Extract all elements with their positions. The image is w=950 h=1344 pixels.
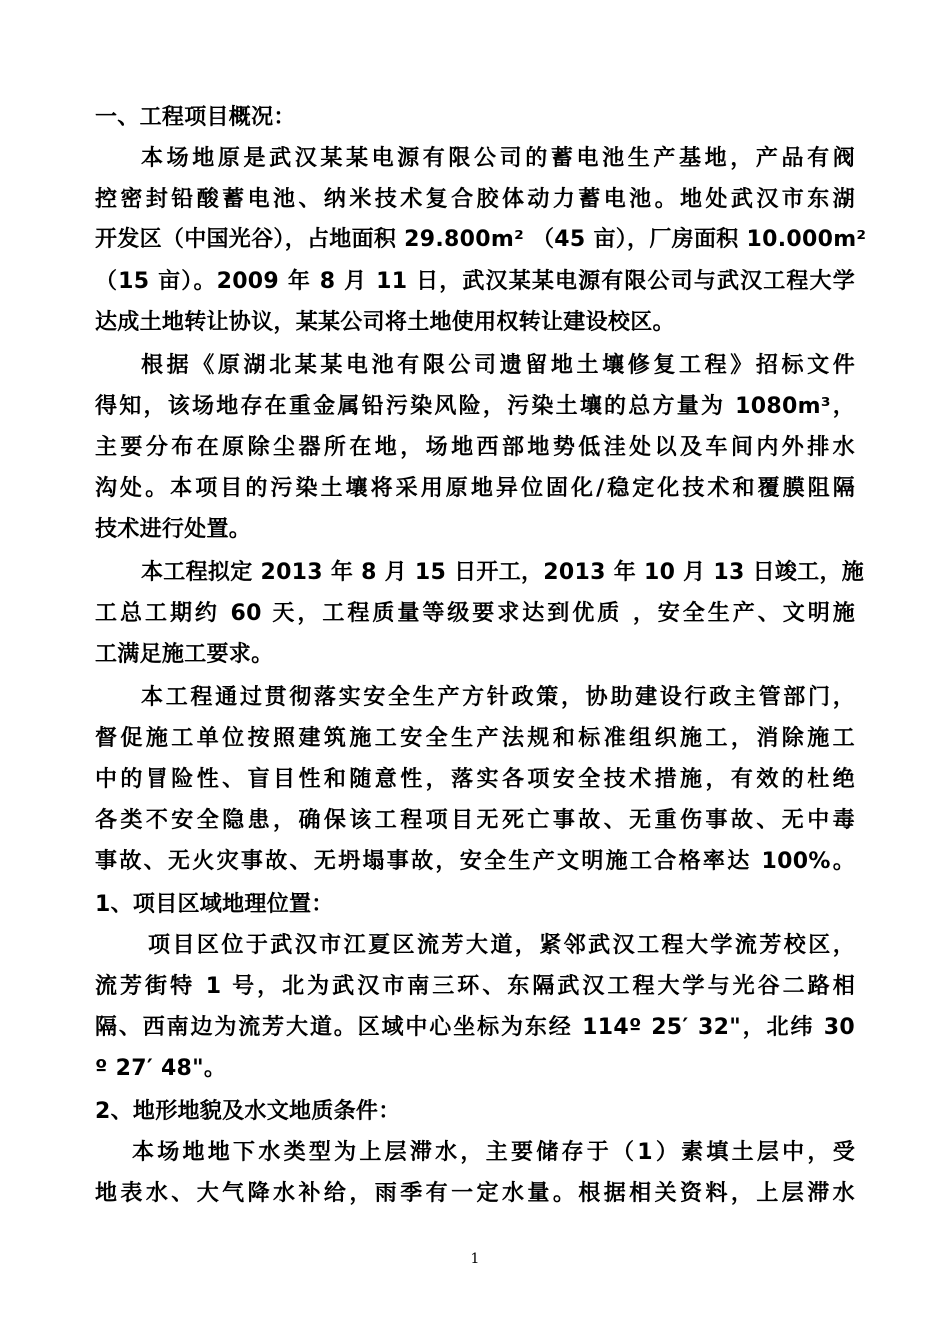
paragraph-line: º 27′ 48"。 bbox=[95, 1056, 227, 1081]
page-number: 1 bbox=[470, 1251, 480, 1267]
paragraph-line: 本工程通过贯彻落实安全生产方针政策，协助建设行政主管部门， bbox=[141, 685, 855, 710]
paragraph-line: 地表水、大气降水补给，雨季有一定水量。根据相关资料，上层滞水 bbox=[95, 1181, 855, 1206]
paragraph-line: 隔、西南边为流芳大道。区域中心坐标为东经 114º 25′ 32"，北纬 30 bbox=[95, 1015, 855, 1040]
paragraph-line: 流芳街特 1 号，北为武汉市南三环、东隔武汉工程大学与光谷二路相 bbox=[95, 974, 855, 999]
paragraph-line: 本工程拟定 2013 年 8 月 15 日开工，2013 年 10 月 13 日竣工，施 bbox=[141, 560, 865, 585]
paragraph-line: 主要分布在原除尘器所在地，场地西部地势低洼处以及车间内外排水 bbox=[95, 435, 855, 460]
paragraph-line: （15 亩）。2009 年 8 月 11 日，武汉某某电源有限公司与武汉工程大学 bbox=[95, 269, 855, 294]
paragraph-line: 控密封铅酸蓄电池、纳米技术复合胶体动力蓄电池。地处武汉市东湖 bbox=[95, 187, 855, 212]
section-heading-terrain-hydrogeology: 2、地形地貌及水文地质条件： bbox=[95, 1099, 401, 1124]
paragraph-line: 得知，该场地存在重金属铅污染风险，污染土壤的总方量为 1080m³， bbox=[95, 394, 855, 419]
section-heading-project-overview: 一、工程项目概况： bbox=[95, 105, 296, 130]
paragraph-line: 项目区位于武汉市江夏区流芳大道，紧邻武汉工程大学流芳校区， bbox=[148, 933, 855, 958]
paragraph-line: 各类不安全隐患，确保该工程项目无死亡事故、无重伤事故、无中毒 bbox=[95, 808, 855, 833]
paragraph-line: 技术进行处置。 bbox=[95, 517, 252, 542]
paragraph-line: 工总工期约 60 天，工程质量等级要求达到优质 ，安全生产、文明施 bbox=[95, 601, 855, 626]
paragraph-line: 事故、无火灾事故、无坍塌事故，安全生产文明施工合格率达 100%。 bbox=[95, 849, 855, 874]
paragraph-line: 中的冒险性、盲目性和随意性，落实各项安全技术措施，有效的杜绝 bbox=[95, 767, 855, 792]
paragraph-line: 沟处。本项目的污染土壤将采用原地异位固化/稳定化技术和覆膜阻隔 bbox=[95, 476, 855, 501]
paragraph-line: 本场地原是武汉某某电源有限公司的蓄电池生产基地，产品有阀 bbox=[141, 146, 855, 171]
paragraph-line: 开发区（中国光谷），占地面积 29.800m² （45 亩），厂房面积 10.000m² bbox=[95, 227, 867, 252]
section-heading-geographic-location: 1、项目区域地理位置： bbox=[95, 892, 334, 917]
paragraph-line: 根据《原湖北某某电池有限公司遗留地土壤修复工程》招标文件 bbox=[141, 353, 855, 378]
paragraph-line: 工满足施工要求。 bbox=[95, 642, 274, 667]
paragraph-line: 达成土地转让协议，某某公司将土地使用权转让建设校区。 bbox=[95, 310, 675, 335]
paragraph-line: 督促施工单位按照建筑施工安全生产法规和标准组织施工，消除施工 bbox=[95, 726, 855, 751]
paragraph-line: 本场地地下水类型为上层滞水，主要储存于（1）素填土层中，受 bbox=[132, 1140, 855, 1165]
